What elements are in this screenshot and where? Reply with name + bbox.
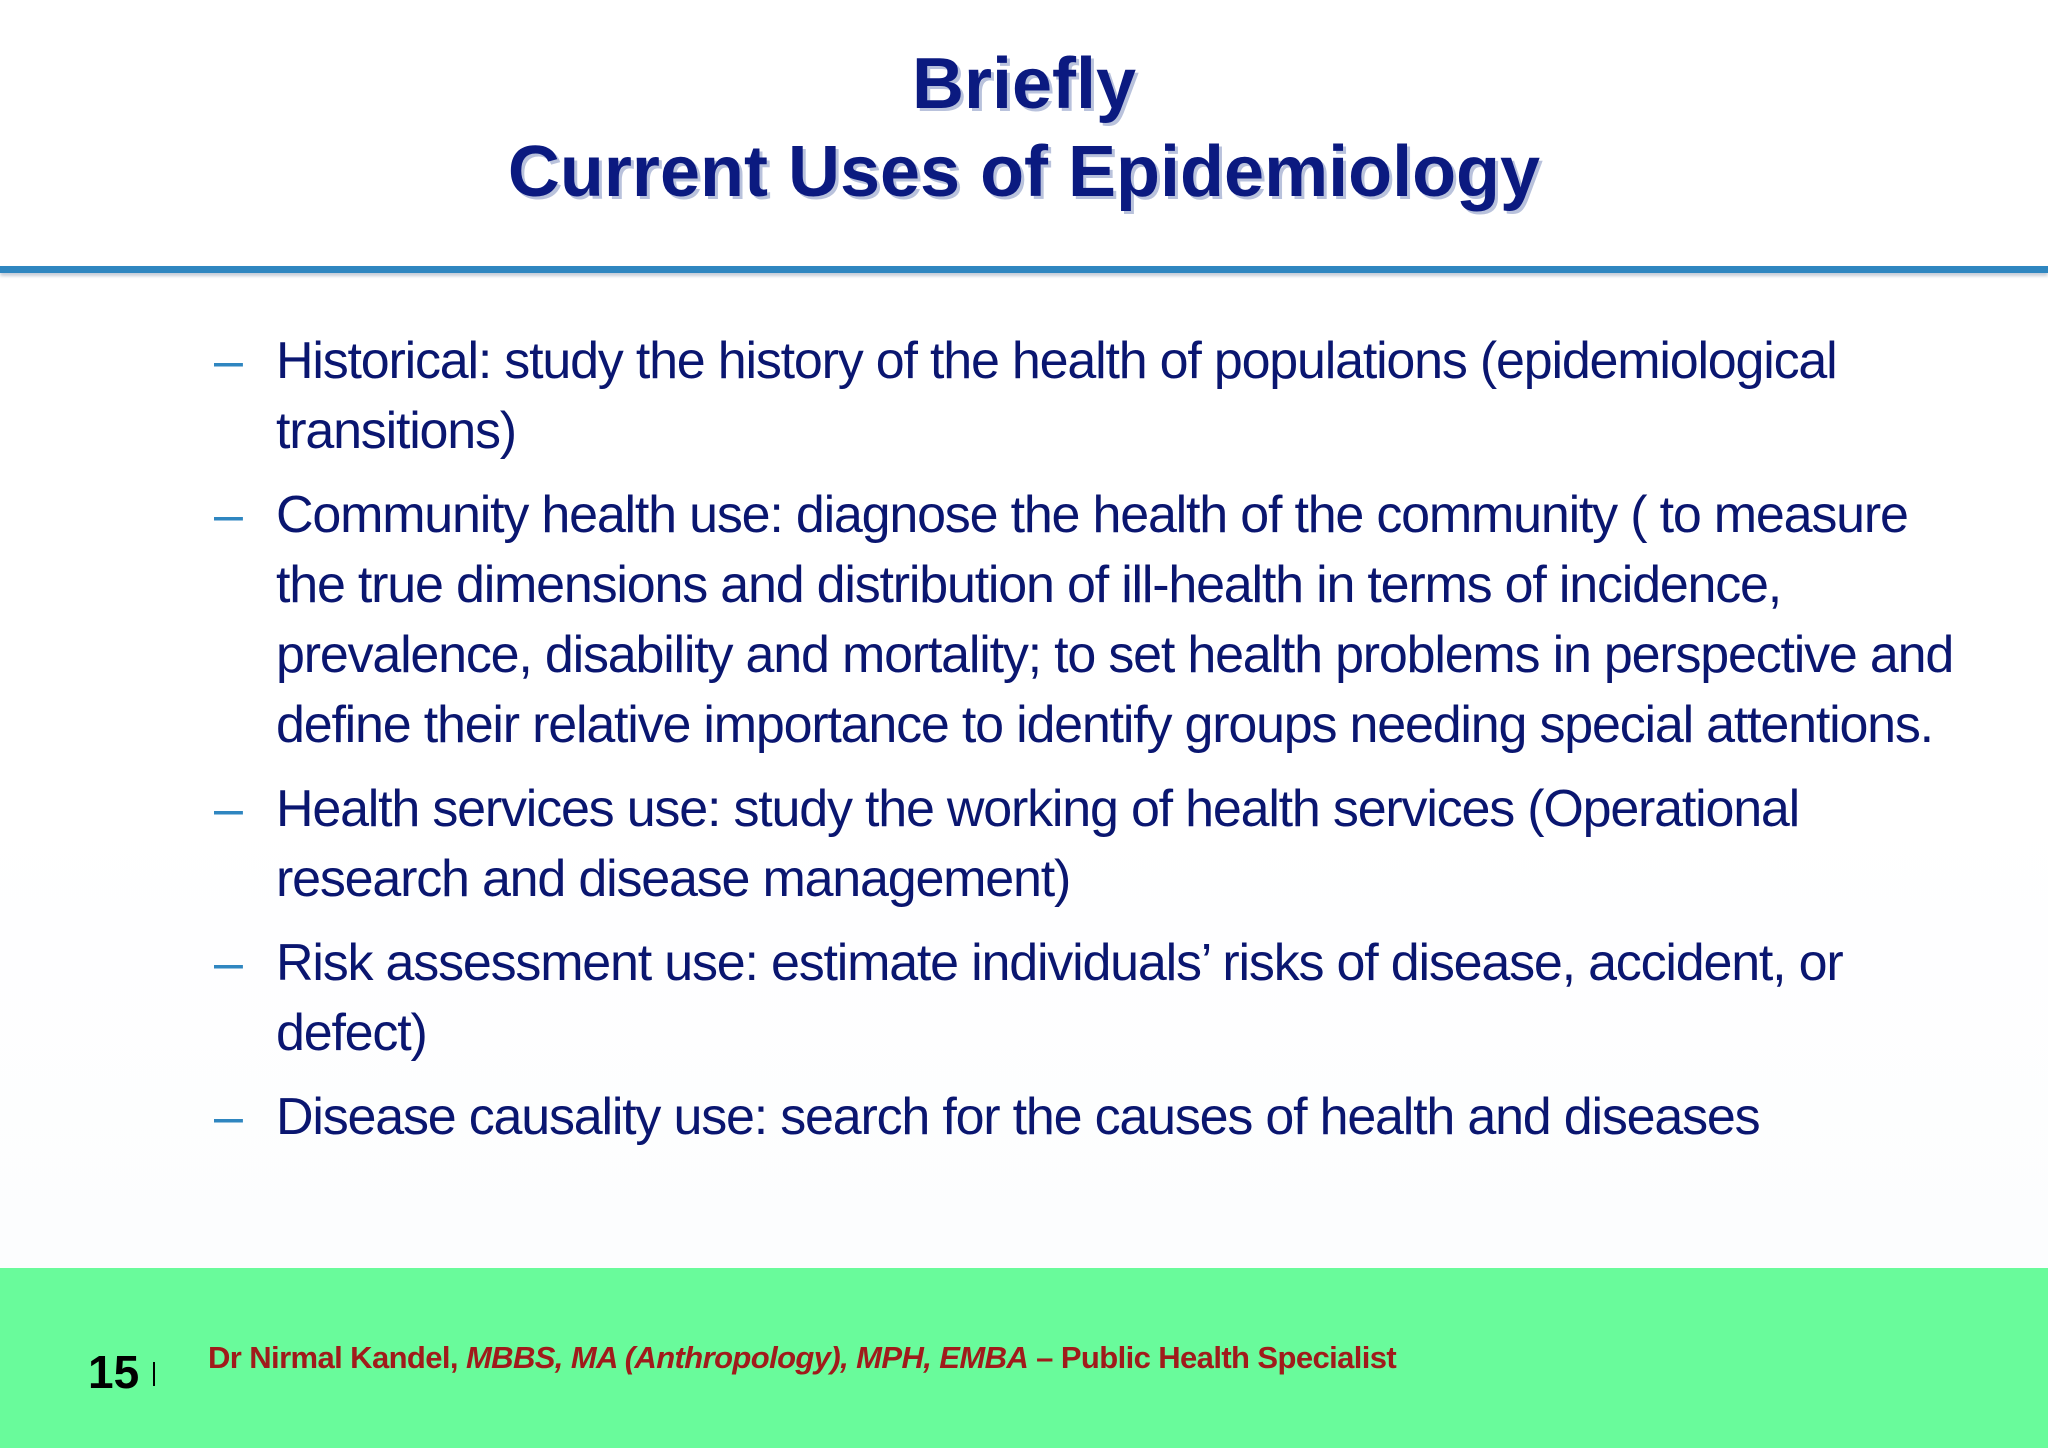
bullet-text: Health services use: study the working of health services (Operational research and disease management) (276, 780, 1799, 908)
bullet-text: Historical: study the history of the health of populations (epidemiological transitions) (276, 332, 1837, 460)
bullet-item-historical (210, 326, 1960, 466)
author-name: Dr Nirmal Kandel, (208, 1340, 466, 1375)
title-line-2: Current Uses of Epidemiology (507, 132, 1541, 212)
bullet-item-community-health (210, 480, 1960, 760)
slide-title (0, 40, 2048, 216)
footer-author-credit (208, 1338, 1396, 1378)
bullet-text: Community health use: diagnose the health of the community ( to measure the true dimensions and distribution of ill-health in terms of incidence, prevalence, disability and mortality; to set health problems in perspective and define their relative importance to identify groups needing special attentions. (276, 486, 1954, 754)
page-number-separator (153, 1362, 155, 1386)
author-qualifications: MBBS, MA (Anthropology), MPH, EMBA (465, 1340, 1029, 1375)
bullet-list (210, 326, 1960, 1166)
dash-marker: – (214, 1088, 242, 1146)
bullet-item-disease-causality (210, 1082, 1960, 1152)
bullet-text: Risk assessment use: estimate individuals’ risks of disease, accident, or defect) (276, 934, 1843, 1062)
bullet-text: Disease causality use: search for the causes of health and diseases (276, 1088, 1760, 1146)
bullet-item-health-services (210, 774, 1960, 914)
dash-marker: – (214, 332, 242, 390)
bullet-item-risk-assessment (210, 928, 1960, 1068)
dash-marker: – (214, 934, 242, 992)
page-number: 15 (88, 1346, 140, 1398)
title-divider (0, 266, 2048, 273)
title-line-1: Briefly (911, 44, 1137, 124)
author-role: – Public Health Specialist (1028, 1340, 1397, 1375)
dash-marker: – (214, 780, 242, 838)
dash-marker: – (214, 486, 242, 544)
